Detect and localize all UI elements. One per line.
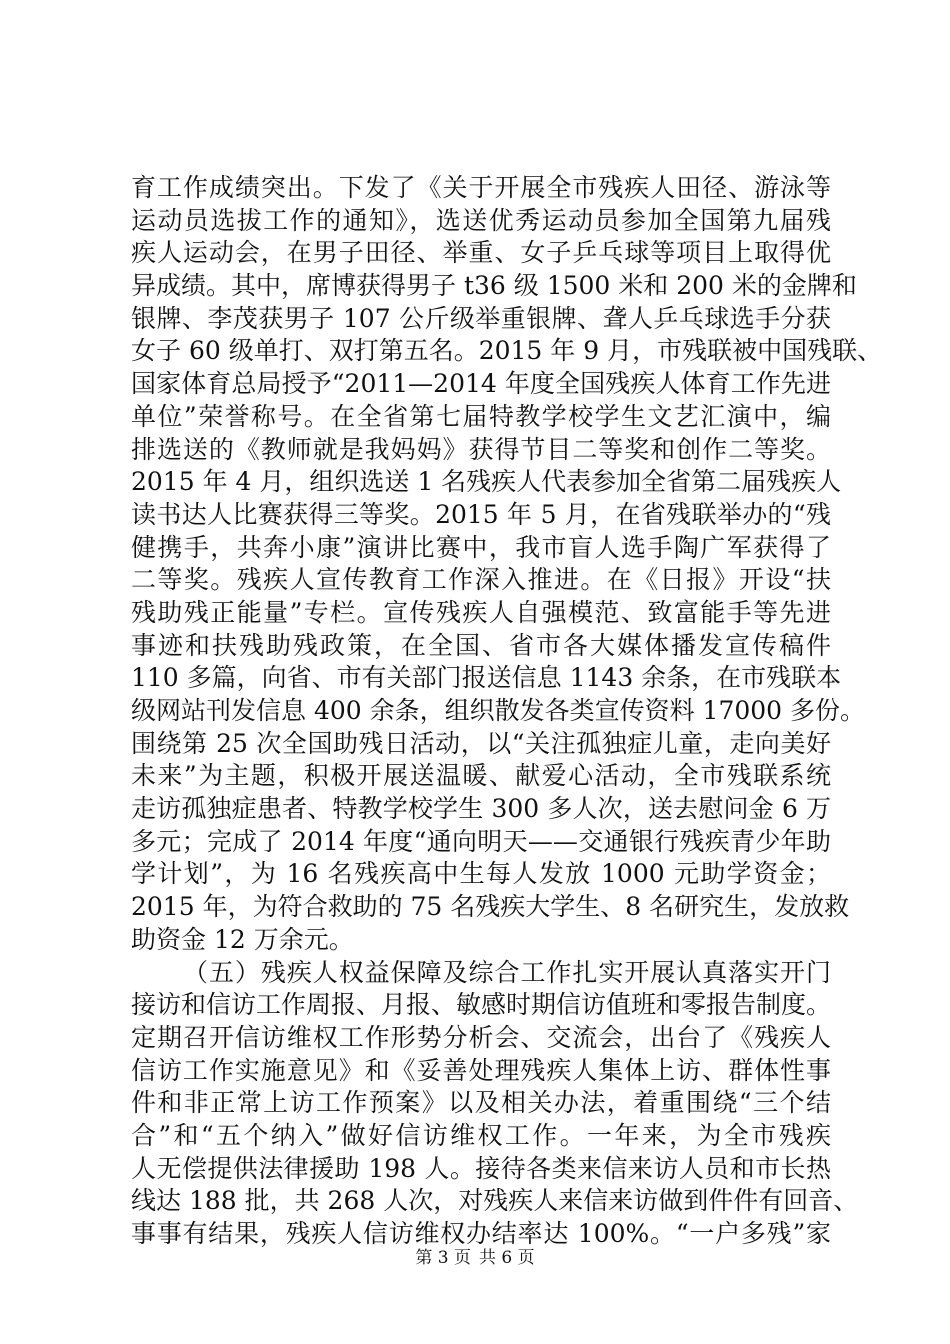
text-line: 残助残正能量”专栏。宣传残疾人自强模范、致富能手等先进 — [131, 597, 831, 627]
text-line: 多元；完成了 2014 年度“通向明天——交通银行残疾青少年助 — [131, 826, 831, 856]
page-total: 共 6 页 — [479, 1248, 535, 1268]
text-line: 女子 60 级单打、双打第五名。2015 年 9 月，市残联被中国残联、 — [131, 336, 883, 366]
text-line: 二等奖。残疾人宣传教育工作深入推进。在《日报》开设“扶 — [131, 565, 831, 595]
paragraph-sports-and-publicity — [131, 172, 883, 957]
text-line: 异成绩。其中，席博获得男子 t36 级 1500 米和 200 米的金牌和 — [131, 271, 857, 301]
paragraph-rights-protection — [131, 957, 859, 1251]
text-line: 未来”为主题，积极开展送温暖、献爱心活动，全市残联系统 — [131, 761, 831, 791]
text-line: （五）残疾人权益保障及综合工作扎实开展认真落实开门 — [183, 957, 831, 987]
text-line: 运动员选拔工作的通知》，选送优秀运动员参加全国第九届残 — [131, 205, 831, 235]
text-line: 国家体育总局授予“2011—2014 年度全国残疾人体育工作先进 — [131, 369, 831, 399]
text-line: 信访工作实施意见》和《妥善处理残疾人集体上访、群体性事 — [131, 1055, 831, 1085]
text-line: 围绕第 25 次全国助残日活动，以“关注孤独症儿童，走向美好 — [131, 728, 831, 758]
text-line: 学计划”，为 16 名残疾高中生每人发放 1000 元助学资金； — [131, 859, 831, 889]
text-line: 2015 年 4 月，组织选送 1 名残疾人代表参加全省第二届残疾人 — [131, 467, 842, 497]
document-body — [131, 172, 883, 1251]
text-line: 事迹和扶残助残政策，在全国、省市各大媒体播发宣传稿件 — [131, 630, 831, 660]
text-line: 定期召开信访维权工作形势分析会、交流会，出台了《残疾人 — [131, 1022, 831, 1052]
text-line: 人无偿提供法律援助 198 人。接待各类来信来访人员和市长热 — [131, 1153, 831, 1183]
page-number: 第 3 页 — [415, 1248, 471, 1268]
text-line: 疾人运动会，在男子田径、举重、女子乒乓球等项目上取得优 — [131, 238, 831, 268]
text-line: 线达 188 批，共 268 人次，对残疾人来信来访做到件件有回音、 — [131, 1186, 859, 1216]
text-line: 件和非正常上访工作预案》以及相关办法，着重围绕“三个结 — [131, 1088, 831, 1118]
text-line: 银牌、李茂获男子 107 公斤级举重银牌、聋人乒乓球选手分获 — [131, 303, 831, 333]
text-line: 助资金 12 万余元。 — [131, 924, 354, 954]
text-line: 排选送的《教师就是我妈妈》获得节目二等奖和创作二等奖。 — [131, 434, 831, 464]
text-line: 走访孤独症患者、特教学校学生 300 多人次，送去慰问金 6 万 — [131, 794, 831, 824]
text-line: 接访和信访工作周报、月报、敏感时期信访值班和零报告制度。 — [131, 990, 832, 1020]
text-line: 育工作成绩突出。下发了《关于开展全市残疾人田径、游泳等 — [131, 173, 831, 202]
text-line: 级网站刊发信息 400 余条，组织散发各类宣传资料 17000 多份。 — [131, 696, 866, 725]
text-line: 2015 年，为符合救助的 75 名残疾大学生、8 名研究生，发放救 — [131, 892, 850, 922]
text-line: 单位”荣誉称号。在全省第七届特教学校学生文艺汇演中，编 — [131, 401, 831, 431]
text-line: 110 多篇，向省、市有关部门报送信息 1143 余条，在市残联本 — [131, 663, 842, 693]
text-line: 读书达人比赛获得三等奖。2015 年 5 月，在省残联举办的“残 — [131, 499, 831, 529]
text-line: 合”和“五个纳入”做好信访维权工作。一年来，为全市残疾 — [131, 1120, 831, 1150]
text-line: 事事有结果，残疾人信访维权办结率达 100%。“一户多残”家 — [131, 1219, 831, 1248]
text-line: 健携手，共奔小康”演讲比赛中，我市盲人选手陶广军获得了 — [131, 532, 831, 562]
page-footer — [0, 1243, 950, 1268]
